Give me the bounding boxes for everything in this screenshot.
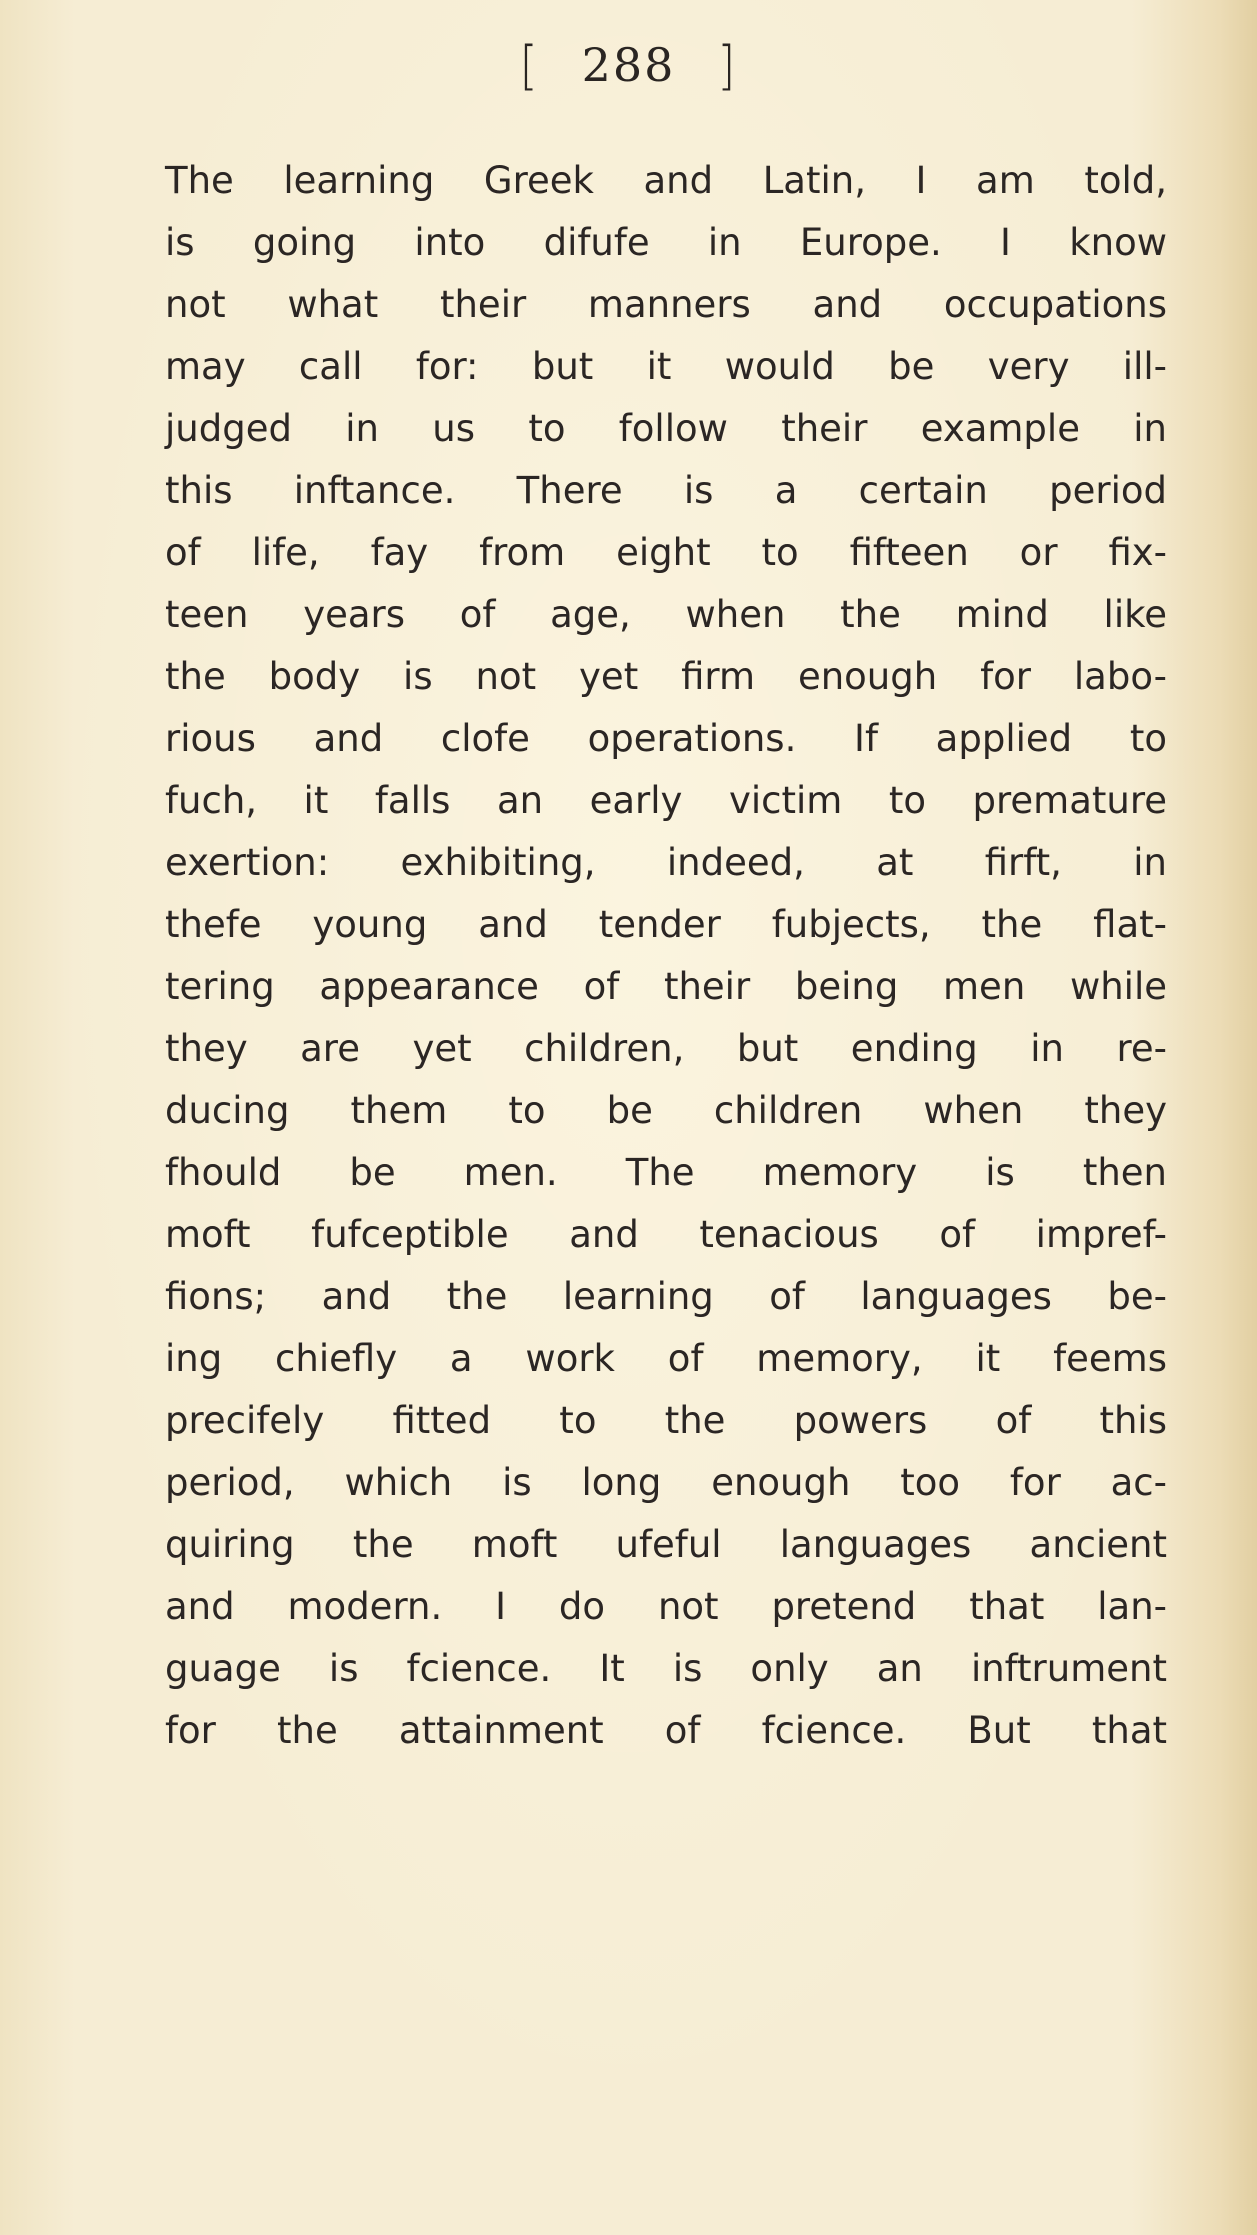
- text-line: this inftance. There is a certain period: [165, 469, 1167, 512]
- text-line: ing chiefly a work of memory, it feems: [165, 1337, 1167, 1380]
- text-line: may call for: but it would be very ill-: [165, 345, 1167, 388]
- text-line: the body is not yet firm enough for labo-: [165, 655, 1167, 698]
- header-close-bracket: ]: [717, 33, 738, 97]
- text-line: guage is fcience. It is only an inftrument: [165, 1647, 1167, 1690]
- text-line: rious and clofe operations. If applied to: [165, 717, 1167, 760]
- text-line: period, which is long enough too for ac-: [165, 1461, 1167, 1504]
- text-line: and modern. I do not pretend that lan-: [165, 1585, 1167, 1628]
- text-line: thefe young and tender fubjects, the flat-: [165, 903, 1167, 946]
- text-line: not what their manners and occupations: [165, 283, 1167, 326]
- text-line: is going into difufe in Europe. I know: [165, 221, 1167, 264]
- text-line: ducing them to be children when they: [165, 1089, 1167, 1132]
- text-line: of life, fay from eight to fifteen or fix-: [165, 531, 1167, 574]
- text-line: judged in us to follow their example in: [165, 407, 1167, 450]
- header-open-bracket: [: [519, 33, 540, 97]
- body-text: [165, 150, 1167, 1762]
- text-line: exertion: exhibiting, indeed, at firft, in: [165, 841, 1167, 884]
- text-line: fions; and the learning of languages be-: [165, 1275, 1167, 1318]
- page-number: 288: [581, 38, 676, 92]
- text-line: moft fufceptible and tenacious of impref-: [165, 1213, 1167, 1256]
- text-line: quiring the moft ufeful languages ancient: [165, 1523, 1167, 1566]
- text-line: The learning Greek and Latin, I am told,: [165, 159, 1167, 202]
- page-number-header: [0, 33, 1257, 97]
- text-line: teen years of age, when the mind like: [165, 593, 1167, 636]
- text-line: precifely fitted to the powers of this: [165, 1399, 1167, 1442]
- text-line: tering appearance of their being men while: [165, 965, 1167, 1008]
- text-line: for the attainment of fcience. But that: [165, 1709, 1167, 1752]
- text-line: fuch, it falls an early victim to premature: [165, 779, 1167, 822]
- text-line: they are yet children, but ending in re-: [165, 1027, 1167, 1070]
- text-line: fhould be men. The memory is then: [165, 1151, 1167, 1194]
